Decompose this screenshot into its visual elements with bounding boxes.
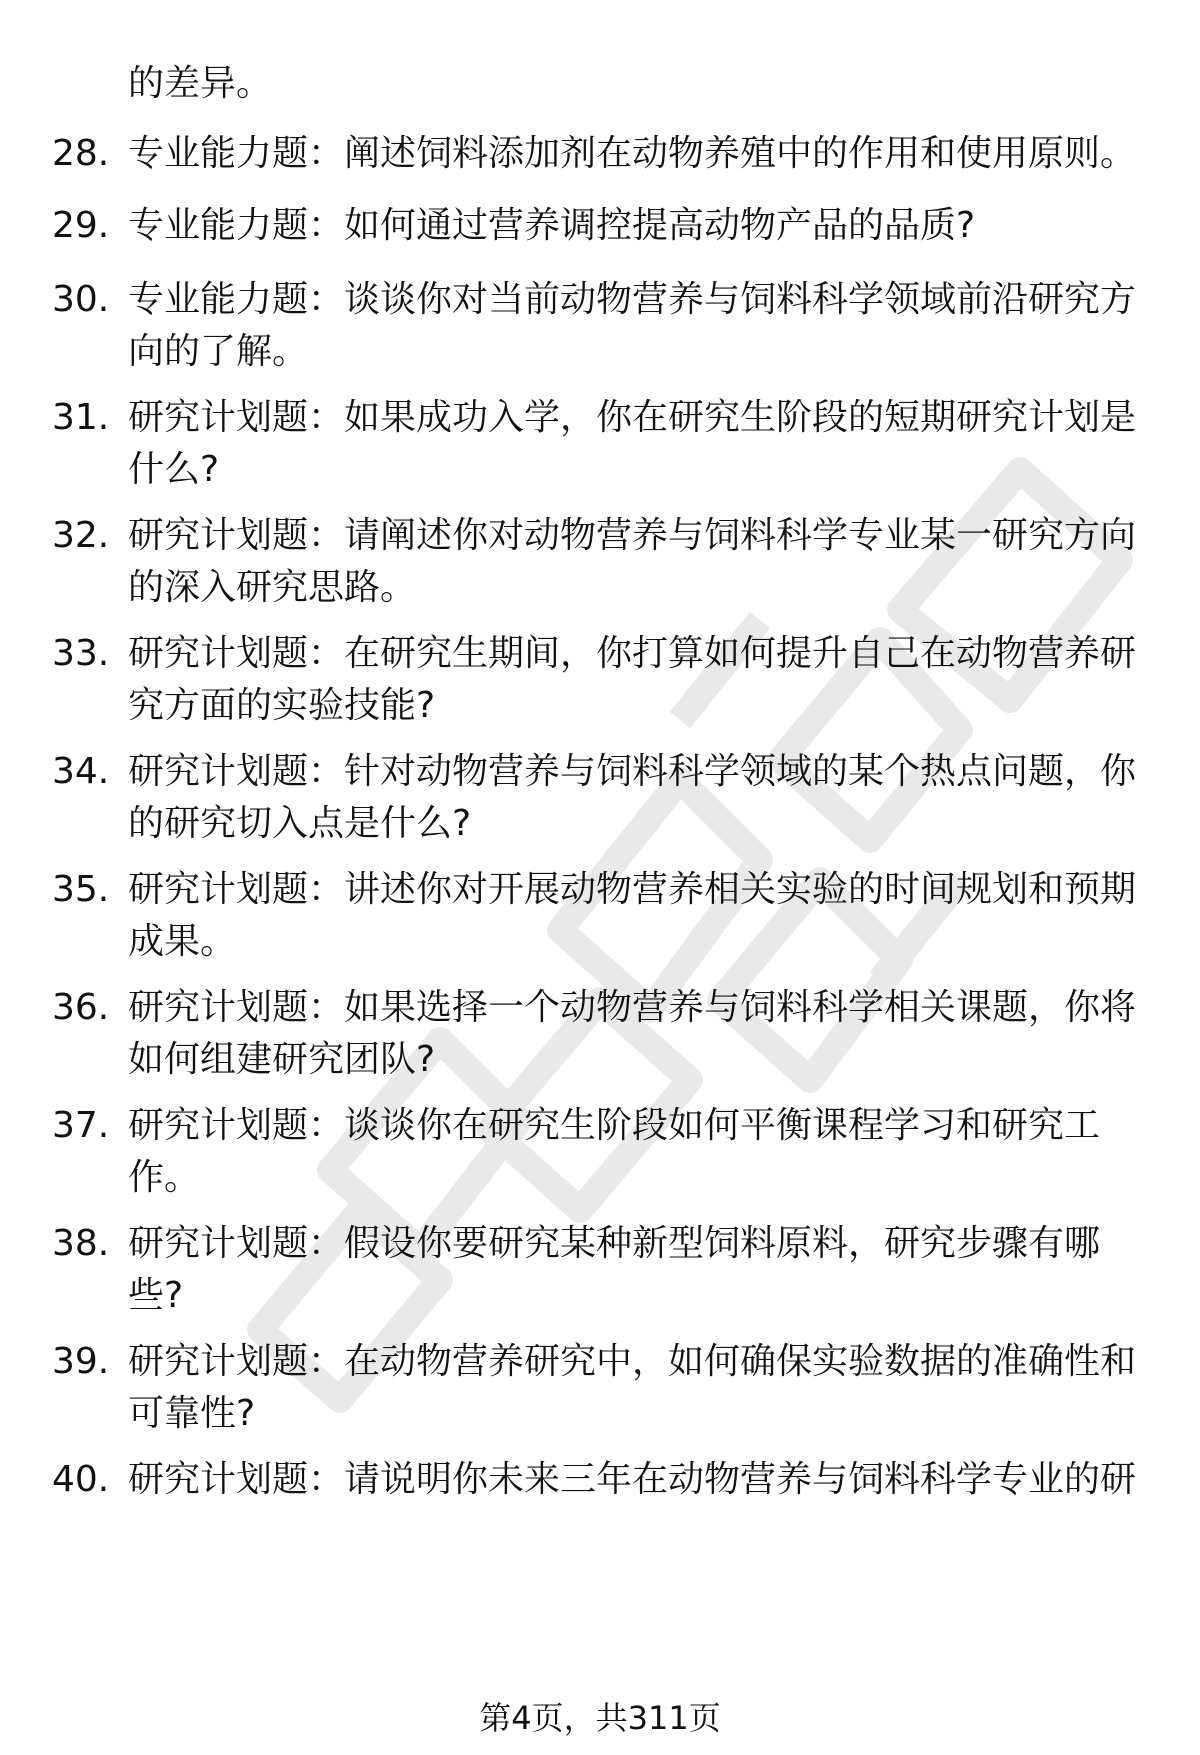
item-number: 37. [52,1105,110,1146]
item-text: 研究计划题：在动物营养研究中，如何确保实验数据的准确性和可靠性? [128,1341,1137,1434]
item-text: 研究计划题：请阐述你对动物营养与饲料科学专业某一研究方向的深入研究思路。 [128,515,1137,608]
item-text: 专业能力题：如何通过营养调控提高动物产品的品质? [128,205,976,246]
item-number: 34. [52,751,110,792]
item-number: 39. [52,1341,110,1382]
item-number: 36. [52,987,110,1028]
item-number: 30. [52,279,110,320]
item-text: 研究计划题：如果成功入学，你在研究生阶段的短期研究计划是什么? [128,397,1137,490]
item-number: 28. [52,133,110,174]
item-text: 研究计划题：如果选择一个动物营养与饲料科学相关课题，你将如何组建研究团队? [128,987,1137,1080]
item-text: 专业能力题：谈谈你对当前动物营养与饲料科学领域前沿研究方向的了解。 [128,279,1137,372]
item-text: 研究计划题：假设你要研究某种新型饲料原料，研究步骤有哪些? [128,1223,1101,1316]
item-text: 研究计划题：谈谈你在研究生阶段如何平衡课程学习和研究工作。 [128,1105,1101,1198]
item-number: 31. [52,397,110,438]
item-number: 33. [52,633,110,674]
item-text: 研究计划题：讲述你对开展动物营养相关实验的时间规划和预期成果。 [128,869,1137,962]
item-number: 38. [52,1223,110,1264]
item-number: 32. [52,515,110,556]
item-text: 研究计划题：在研究生期间，你打算如何提升自己在动物营养研究方面的实验技能? [128,633,1137,726]
item-text: 研究计划题：请说明你未来三年在动物营养与饲料科学专业的研 [128,1459,1137,1500]
item-number: 40. [52,1459,110,1500]
item-text: 研究计划题：针对动物营养与饲料科学领域的某个热点问题，你的研究切入点是什么? [128,751,1137,844]
page-footer: 第4页，共311页 [479,1699,721,1737]
item-text: 专业能力题：阐述饲料添加剂在动物养殖中的作用和使用原则。 [128,133,1137,174]
continuation-text: 的差异。 [128,63,273,104]
item-number: 35. [52,869,110,910]
item-number: 29. [52,205,110,246]
